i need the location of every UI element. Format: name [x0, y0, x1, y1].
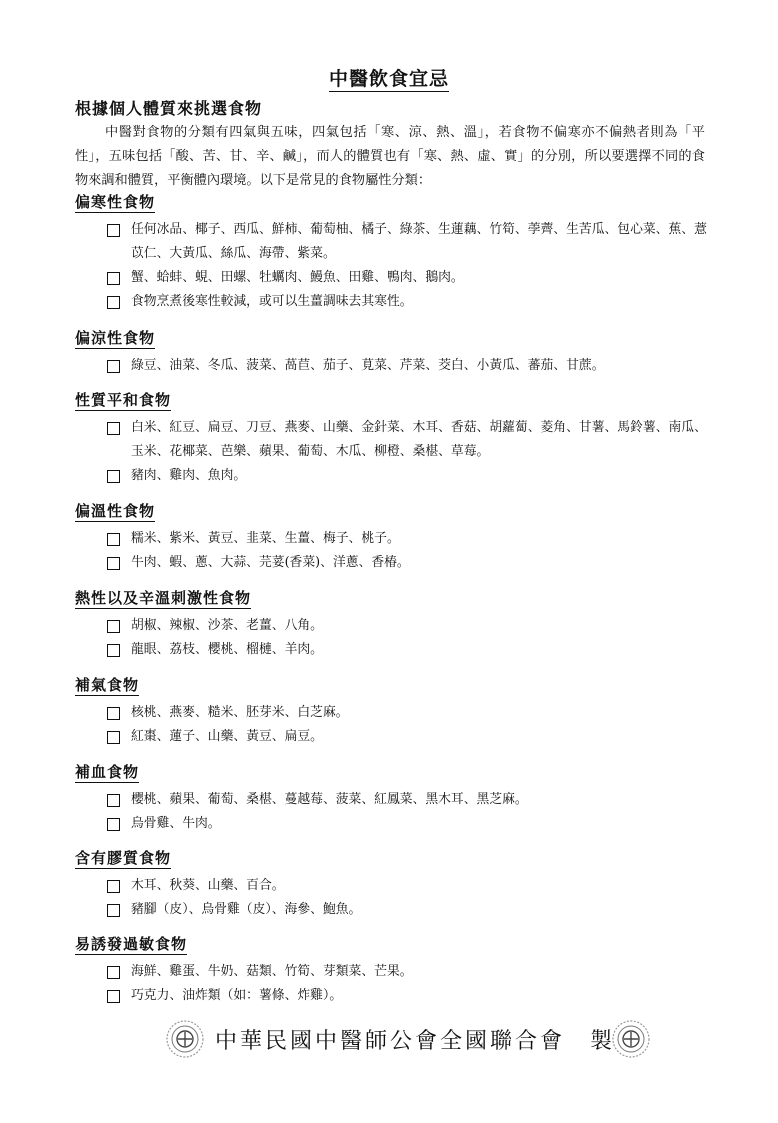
item-text: 海鮮、雞蛋、牛奶、菇類、竹筍、芽類菜、芒果。 — [131, 964, 413, 979]
checkbox-icon — [107, 966, 120, 979]
item-text: 豬肉、雞肉、魚肉。 — [131, 468, 247, 483]
item-text: 核桃、燕麥、糙米、胚芽米、白芝麻。 — [131, 705, 349, 720]
list-item — [75, 218, 715, 266]
item-text: 櫻桃、蘋果、葡萄、桑椹、蔓越莓、菠菜、紅鳳菜、黑木耳、黑芝麻。 — [131, 792, 528, 807]
item-text: 豬腳（皮）、烏骨雞（皮）、海參、鮑魚。 — [131, 902, 362, 917]
page-title-text: 中醫飲食宜忌 — [328, 68, 449, 90]
item-text: 胡椒、辣椒、沙茶、老薑、八角。 — [131, 618, 323, 633]
item-text: 糯米、紫米、黃豆、韭菜、生薑、梅子、桃子。 — [131, 531, 400, 546]
list-item — [75, 898, 715, 922]
list-item — [75, 638, 715, 662]
checkbox-icon — [107, 880, 120, 893]
checkbox-icon — [107, 644, 120, 657]
section-collagen-foods — [75, 848, 715, 922]
checkbox-icon — [107, 470, 120, 483]
section-cool-foods — [75, 328, 715, 378]
section-heading: 偏涼性食物 — [75, 329, 156, 347]
list-item — [75, 551, 715, 575]
item-text: 蟹、蛤蚌、蜆、田螺、牡蠣肉、鰻魚、田雞、鴨肉、鵝肉。 — [131, 270, 464, 285]
list-item — [75, 812, 715, 836]
section-blood-foods — [75, 762, 715, 836]
list-item — [75, 701, 715, 725]
section-heading: 偏寒性食物 — [75, 193, 156, 211]
page-title — [0, 64, 778, 91]
checkbox-icon — [107, 794, 120, 807]
item-text: 木耳、秋葵、山藥、百合。 — [131, 878, 285, 893]
section-heading: 易誘發過敏食物 — [75, 935, 188, 953]
list-item — [75, 266, 715, 290]
checkbox-icon — [107, 272, 120, 285]
checkbox-icon — [107, 818, 120, 831]
list-item — [75, 614, 715, 638]
association-seal-icon — [611, 1019, 651, 1059]
list-item — [75, 725, 715, 749]
footer — [0, 1016, 778, 1066]
section-allergen-foods — [75, 934, 715, 1008]
list-item — [75, 354, 715, 378]
list-item — [75, 290, 715, 314]
list-item — [75, 874, 715, 898]
section-hot-spicy-foods — [75, 588, 715, 662]
list-item — [75, 984, 715, 1008]
intro-paragraph: 中醫對食物的分類有四氣與五味，四氣包括「寒、涼、熱、溫」，若食物不偏寒亦不偏熱者則為「平性」，五味包括「酸、苦、甘、辛、鹹」，而人的體質也有「寒、熱、虛、實」的分別，所以要選擇不同的食物來調和體質，平衡體內環境。以下是常見的食物屬性分類： — [75, 125, 705, 188]
item-text: 龍眼、荔枝、櫻桃、榴槤、羊肉。 — [131, 642, 323, 657]
checkbox-icon — [107, 990, 120, 1003]
checkbox-icon — [107, 904, 120, 917]
list-item — [75, 464, 715, 488]
item-text: 綠豆、油菜、冬瓜、菠菜、萵苣、茄子、莧菜、芹菜、茭白、小黃瓜、蕃茄、甘蔗。 — [131, 358, 605, 373]
checkbox-icon — [107, 533, 120, 546]
checkbox-icon — [107, 422, 120, 435]
checkbox-icon — [107, 557, 120, 570]
section-heading: 含有膠質食物 — [75, 849, 172, 867]
checkbox-icon — [107, 707, 120, 720]
checkbox-icon — [107, 224, 120, 237]
subtitle: 根據個人體質來挑選食物 — [75, 99, 263, 118]
section-qi-foods — [75, 675, 715, 749]
list-item — [75, 527, 715, 551]
section-heading: 偏溫性食物 — [75, 502, 156, 520]
item-text: 烏骨雞、牛肉。 — [131, 816, 221, 831]
item-text: 巧克力、油炸類（如：薯條、炸雞）。 — [131, 988, 343, 1003]
checkbox-icon — [107, 731, 120, 744]
checkbox-icon — [107, 296, 120, 309]
section-heading: 性質平和食物 — [75, 391, 172, 409]
item-text: 白米、紅豆、扁豆、刀豆、燕麥、山藥、金針菜、木耳、香菇、胡蘿蔔、菱角、甘薯、馬鈴薯、南瓜、玉米、花椰菜、芭樂、蘋果、葡萄、木瓜、柳橙、桑椹、草莓。 — [131, 420, 707, 459]
section-heading: 熱性以及辛溫刺激性食物 — [75, 589, 252, 607]
checkbox-icon — [107, 360, 120, 373]
item-text: 任何冰品、椰子、西瓜、鮮柿、葡萄柚、橘子、綠茶、生蓮藕、竹筍、荸薺、生苦瓜、包心菜、蕉、薏苡仁、大黃瓜、絲瓜、海帶、紫菜。 — [131, 222, 707, 261]
list-item — [75, 788, 715, 812]
section-cold-foods — [75, 192, 715, 314]
section-neutral-foods — [75, 390, 715, 488]
organization-name: 中華民國中醫師公會全國聯合會 製 — [215, 1029, 616, 1054]
section-heading: 補氣食物 — [75, 676, 140, 694]
list-item — [75, 960, 715, 984]
checkbox-icon — [107, 620, 120, 633]
list-item — [75, 416, 715, 464]
item-text: 牛肉、蝦、蔥、大蒜、芫荽(香菜)、洋蔥、香椿。 — [131, 555, 410, 570]
item-text: 食物烹煮後寒性較減，或可以生薑調味去其寒性。 — [131, 294, 413, 309]
section-warm-foods — [75, 501, 715, 575]
association-seal-icon — [165, 1019, 205, 1059]
item-text: 紅棗、蓮子、山藥、黃豆、扁豆。 — [131, 729, 323, 744]
section-heading: 補血食物 — [75, 763, 140, 781]
